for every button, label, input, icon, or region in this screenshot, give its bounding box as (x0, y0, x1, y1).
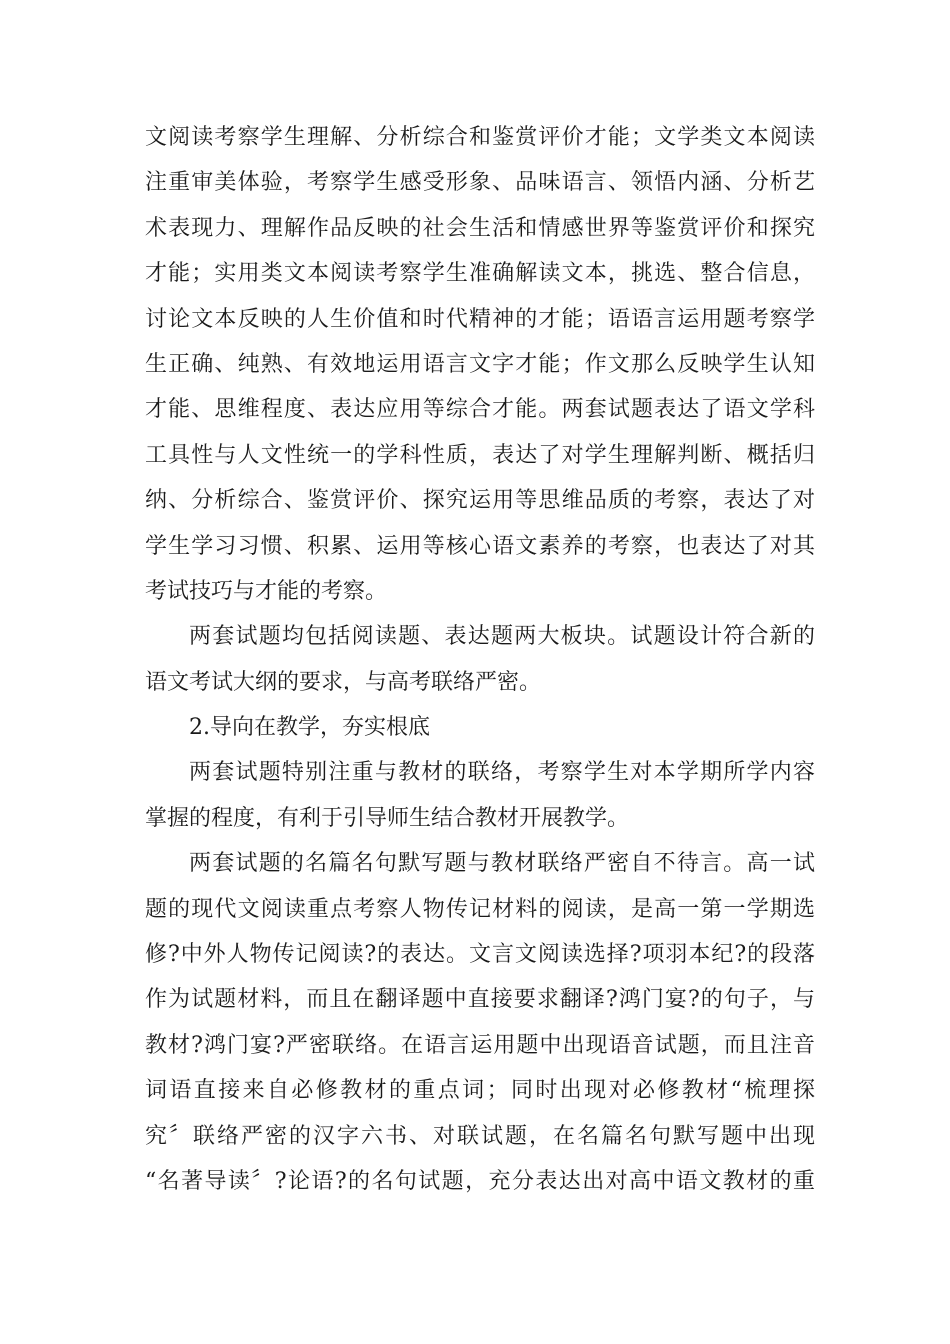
text-line: 作为试题材料，而且在翻译题中直接要求翻译?鸿门宴?的句子，与 (145, 987, 815, 1013)
text-line: 纳、分析综合、鉴赏评价、探究运用等思维品质的考察，表达了对 (145, 488, 815, 514)
text-line: 两套试题的名篇名句默写题与教材联络严密自不待言。高一试 (189, 851, 815, 877)
text-line: 究〞联络严密的汉字六书、对联试题，在名篇名句默写题中出现 (145, 1123, 815, 1149)
text-line: 工具性与人文性统一的学科性质，表达了对学生理解判断、概括归 (145, 442, 815, 468)
text-line: 两套试题均包括阅读题、表达题两大板块。试题设计符合新的 (189, 624, 815, 650)
text-line: 注重审美体验，考察学生感受形象、品味语言、领悟内涵、分析艺 (145, 170, 815, 196)
document-body (145, 115, 815, 1204)
text-line: 文阅读考察学生理解、分析综合和鉴赏评价才能；文学类文本阅读 (145, 125, 815, 150)
text-line: 生正确、纯熟、有效地运用语言文字才能；作文那么反映学生认知 (145, 351, 815, 377)
text-line: 才能、思维程度、表达应用等综合才能。两套试题表达了语文学科 (145, 397, 815, 423)
text-line: 语文考试大纲的要求，与高考联络严密。 (145, 669, 542, 695)
text-line: 掌握的程度，有利于引导师生结合教材开展教学。 (145, 805, 630, 831)
text-line: 词语直接来自必修教材的重点词；同时出现对必修教材“梳理探 (145, 1078, 815, 1104)
text-line: 修?中外人物传记阅读?的表达。文言文阅读选择?项羽本纪?的段落 (145, 942, 815, 968)
text-line: 考试技巧与才能的考察。 (145, 578, 388, 604)
text-line: 学生学习习惯、积累、运用等核心语文素养的考察，也表达了对其 (145, 533, 815, 559)
text-line: 术表现力、理解作品反映的社会生活和情感世界等鉴赏评价和探究 (145, 215, 815, 241)
text-line: “名著导读〞?论语?的名句试题，充分表达出对高中语文教材的重 (145, 1168, 815, 1194)
section-heading: 2.导向在教学，夯实根底 (189, 715, 430, 741)
text-line: 题的现代文阅读重点考察人物传记材料的阅读，是高一第一学期选 (145, 896, 815, 922)
text-line: 讨论文本反映的人生价值和时代精神的才能；语语言运用题考察学 (145, 306, 815, 332)
text-line: 两套试题特别注重与教材的联络，考察学生对本学期所学内容 (189, 760, 815, 786)
text-line: 教材?鸿门宴?严密联络。在语言运用题中出现语音试题，而且注音 (145, 1032, 815, 1058)
text-line: 才能；实用类文本阅读考察学生准确解读文本，挑选、整合信息， (145, 261, 815, 287)
